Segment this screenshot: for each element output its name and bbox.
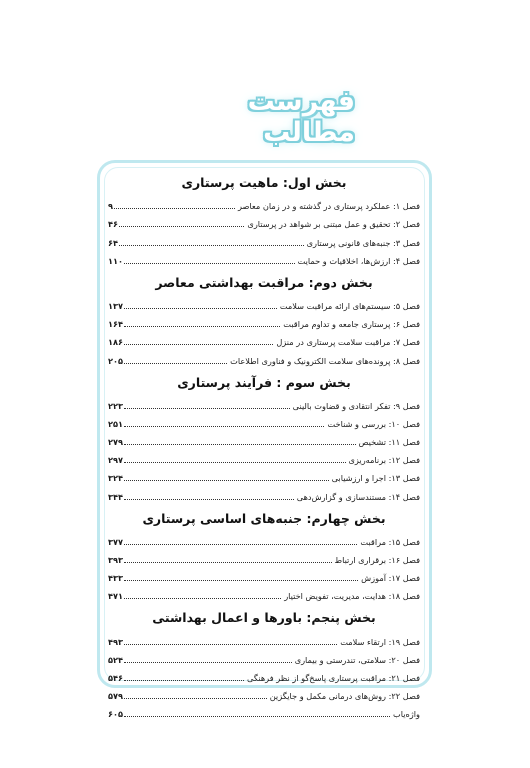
toc-entry[interactable] bbox=[108, 294, 420, 312]
entry-page-number: ۵۲۴ bbox=[108, 654, 123, 665]
entry-page-number: ۲۹۷ bbox=[108, 455, 123, 466]
toc-entry[interactable] bbox=[108, 212, 420, 230]
dot-leader bbox=[124, 597, 281, 599]
entry-page-number: ۳۷۷ bbox=[108, 536, 123, 547]
toc-entry[interactable] bbox=[108, 702, 420, 720]
entry-label: فصل ۱: عملکرد پرستاری در گذشته و در زمان معاصر bbox=[237, 201, 420, 212]
dot-leader bbox=[124, 307, 277, 309]
entry-page-number: ۵۷۹ bbox=[108, 691, 123, 702]
title-banner bbox=[175, 86, 355, 148]
entry-label: فصل ۱۳: اجرا و ارزشیابی bbox=[331, 473, 420, 484]
dot-leader bbox=[124, 498, 294, 500]
entry-label: فصل ۹: تفکر انتقادی و قضاوت بالینی bbox=[292, 400, 420, 411]
entry-page-number: ۹ bbox=[108, 201, 113, 212]
toc-entry[interactable] bbox=[108, 548, 420, 566]
entry-page-number: ۴۶ bbox=[108, 219, 118, 230]
entry-page-number: ۴۹۳ bbox=[108, 636, 123, 647]
entry-label: فصل ۵: سیستم‌های ارائه مراقبت سلامت bbox=[279, 300, 420, 311]
entry-label: فصل ۱۹: ارتقاء سلامت bbox=[340, 636, 420, 647]
entry-label: فصل ۱۲: برنامه‌ریزی bbox=[348, 455, 420, 466]
dot-leader bbox=[124, 262, 295, 264]
entry-label: فصل ۱۱: تشخیص bbox=[358, 437, 420, 448]
entry-page-number: ۶۰۵ bbox=[108, 709, 123, 720]
toc-entry[interactable] bbox=[108, 484, 420, 502]
entry-page-number: ۲۷۹ bbox=[108, 437, 123, 448]
entry-page-number: ۳۹۳ bbox=[108, 555, 123, 565]
entry-label: فصل ۶: پرستاری جامعه و تداوم مراقبت bbox=[283, 319, 420, 330]
toc-entry[interactable] bbox=[108, 330, 420, 348]
dot-leader bbox=[124, 661, 292, 663]
entry-label: فصل ۱۴: مستندسازی و گزارش‌دهی bbox=[296, 491, 420, 502]
entry-page-number: ۱۳۷ bbox=[108, 300, 123, 311]
dot-leader bbox=[124, 715, 390, 717]
toc-entry[interactable] bbox=[108, 194, 420, 212]
entry-label: فصل ۱۸: هدایت، مدیریت، تفویض اختیار bbox=[284, 591, 420, 602]
dot-leader bbox=[124, 343, 273, 345]
entry-page-number: ۵۴۶ bbox=[108, 672, 123, 683]
section-title: بخش دوم: مراقبت بهداشتی معاصر bbox=[155, 274, 373, 290]
entry-page-number: ۳۲۴ bbox=[108, 473, 123, 484]
toc-section bbox=[108, 608, 420, 720]
entry-label: واژه‌یاب bbox=[393, 709, 420, 720]
toc-entry[interactable] bbox=[108, 584, 420, 602]
section-title: بخش چهارم: جنبه‌های اساسی پرستاری bbox=[142, 510, 386, 526]
dot-leader bbox=[124, 561, 332, 563]
toc-entry[interactable] bbox=[108, 249, 420, 267]
section-title: بخش پنجم: باورها و اعمال بهداشتی bbox=[152, 610, 376, 626]
toc-entry[interactable] bbox=[108, 684, 420, 702]
toc-entry[interactable] bbox=[108, 466, 420, 484]
entry-label: فصل ۳: جنبه‌های قانونی پرستاری bbox=[306, 237, 420, 248]
dot-leader bbox=[124, 325, 280, 327]
dot-leader bbox=[124, 362, 227, 364]
entry-page-number: ۶۴ bbox=[108, 237, 118, 248]
dot-leader bbox=[119, 244, 304, 246]
toc-entry[interactable] bbox=[108, 348, 420, 366]
table-of-contents bbox=[108, 173, 420, 726]
entry-label: فصل ۲۲: روش‌های درمانی مکمل و جایگزین bbox=[269, 691, 420, 702]
toc-entry[interactable] bbox=[108, 629, 420, 647]
dot-leader bbox=[124, 643, 337, 645]
toc-section bbox=[108, 509, 420, 603]
entry-label: فصل ۱۶: برقراری ارتباط bbox=[334, 555, 420, 565]
entry-label: فصل ۱۵: مراقبت bbox=[360, 536, 420, 547]
entry-page-number: ۱۸۶ bbox=[108, 337, 123, 348]
entry-label: فصل ۱۷: آموزش bbox=[361, 573, 420, 584]
toc-entry[interactable] bbox=[108, 412, 420, 430]
entry-label: فصل ۴: ارزش‌ها، اخلاقیات و حمایت bbox=[297, 255, 420, 266]
toc-entry[interactable] bbox=[108, 666, 420, 684]
section-title: بخش اول: ماهیت پرستاری bbox=[181, 175, 347, 190]
entry-label: فصل ۲۰: سلامتی، تندرستی و بیماری bbox=[294, 654, 420, 665]
dot-leader bbox=[124, 679, 244, 681]
toc-entry[interactable] bbox=[108, 312, 420, 330]
toc-section bbox=[108, 273, 420, 367]
toc-section bbox=[108, 373, 420, 503]
dot-leader bbox=[124, 579, 358, 581]
entry-page-number: ۱۶۴ bbox=[108, 319, 123, 330]
toc-entry[interactable] bbox=[108, 230, 420, 248]
toc-entry[interactable] bbox=[108, 566, 420, 584]
entry-page-number: ۴۷۱ bbox=[108, 591, 123, 602]
dot-leader bbox=[114, 207, 235, 209]
entry-page-number: ۱۱۰ bbox=[108, 255, 123, 266]
dot-leader bbox=[124, 443, 356, 445]
toc-entry[interactable] bbox=[108, 530, 420, 548]
toc-entry[interactable] bbox=[108, 394, 420, 412]
dot-leader bbox=[119, 225, 244, 227]
dot-leader bbox=[124, 407, 290, 409]
dot-leader bbox=[124, 697, 267, 699]
entry-label: فصل ۲۱: مراقبت پرستاری پاسخ‌گو از نظر فرهنگی bbox=[247, 672, 420, 683]
dot-leader bbox=[124, 543, 357, 545]
toc-entry[interactable] bbox=[108, 448, 420, 466]
section-title: بخش سوم : فرآیند پرستاری bbox=[177, 374, 351, 390]
entry-page-number: ۳۴۴ bbox=[108, 491, 123, 502]
page-title: فهرست مطالب bbox=[247, 86, 355, 148]
entry-label: فصل ۲: تحقیق و عمل مبتنی بر شواهد در پرستاری bbox=[247, 219, 420, 230]
entry-page-number: ۲۰۵ bbox=[108, 355, 123, 366]
entry-label: فصل ۷: مراقبت سلامت پرستاری در منزل bbox=[276, 337, 420, 348]
entry-page-number: ۴۳۳ bbox=[108, 573, 123, 584]
toc-entry[interactable] bbox=[108, 430, 420, 448]
dot-leader bbox=[124, 425, 324, 427]
toc-section bbox=[108, 173, 420, 267]
entry-page-number: ۲۵۱ bbox=[108, 418, 123, 429]
entry-label: فصل ۱۰: بررسی و شناخت bbox=[327, 418, 420, 429]
entry-label: فصل ۸: پرونده‌های سلامت الکترونیک و فناوری اطلاعات bbox=[230, 355, 420, 366]
toc-entry[interactable] bbox=[108, 648, 420, 666]
dot-leader bbox=[124, 461, 346, 463]
dot-leader bbox=[124, 479, 329, 481]
entry-page-number: ۲۲۳ bbox=[108, 400, 123, 411]
